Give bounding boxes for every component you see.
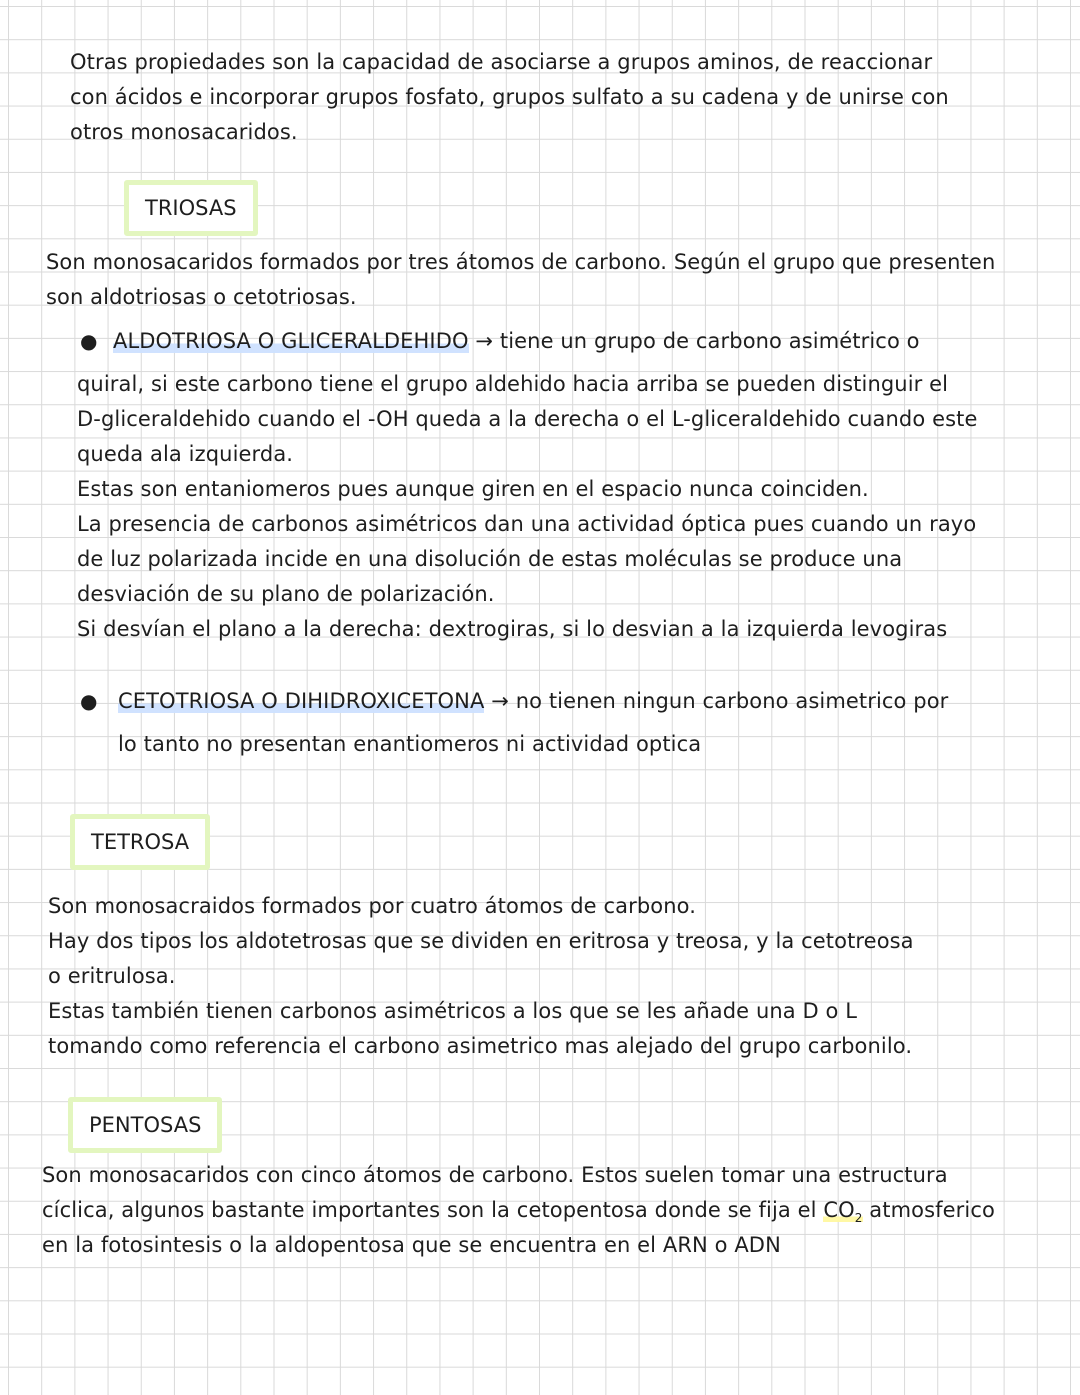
co2-formula (823, 1198, 863, 1226)
text-line: Estas también tienen carbonos asimétricos a los que se les añade una D o L (48, 999, 858, 1023)
co2-text: CO (823, 1198, 855, 1222)
section-heading-tetrosa: TETROSA (70, 814, 210, 870)
text-line: D-gliceraldehido cuando el -OH queda a la derecha o el L-gliceraldehido cuando este (77, 407, 978, 431)
text-line: Son monosacaridos con cinco átomos de carbono. Estos suelen tomar una estructura (42, 1163, 948, 1187)
cetotriosa-title: CETOTRIOSA O DIHIDROXICETONA (118, 689, 485, 713)
co2-line (42, 1193, 995, 1228)
co2-subscript: 2 (854, 1211, 863, 1226)
text-line: La presencia de carbonos asimétricos dan una actividad óptica pues cuando un rayo (77, 512, 977, 536)
text-line: o eritrulosa. (48, 964, 176, 988)
text-line: son aldotriosas o cetotriosas. (46, 285, 357, 309)
text-line: lo tanto no presentan enantiomeros ni actividad optica (118, 732, 702, 756)
text-line: en la fotosintesis o la aldopentosa que se encuentra en el ARN o ADN (42, 1233, 781, 1257)
cetotriosa-first-line (118, 684, 948, 727)
text-line: con ácidos e incorporar grupos fosfato, grupos sulfato a su cadena y de unirse con (70, 85, 949, 109)
cetotriosa-item (118, 684, 948, 762)
bullet-icon: ● (80, 689, 98, 713)
aldotriosa-first-line-text: tiene un grupo de carbono asimétrico o (499, 329, 920, 353)
text-line: Si desvían el plano a la derecha: dextrogiras, si lo desvian a la izquierda levogiras (77, 617, 948, 641)
text-line: queda ala izquierda. (77, 442, 294, 466)
intro-paragraph (70, 45, 949, 150)
text-fragment: atmosferico (862, 1198, 995, 1222)
text-line: Estas son entaniomeros pues aunque giren en el espacio nunca coinciden. (77, 477, 869, 501)
triosas-description (46, 245, 995, 315)
text-line: quiral, si este carbono tiene el grupo aldehido hacia arriba se pueden distinguir el (77, 372, 949, 396)
text-line: Son monosacaridos formados por tres átomos de carbono. Según el grupo que presenten (46, 250, 996, 274)
arrow-icon: → (475, 329, 494, 353)
arrow-icon: → (491, 689, 509, 713)
text-line: Otras propiedades son la capacidad de asociarse a grupos aminos, de reaccionar (70, 50, 933, 74)
aldotriosa-item (77, 324, 977, 647)
text-line: tomando como referencia el carbono asimetrico mas alejado del grupo carbonilo. (48, 1034, 913, 1058)
text-fragment: cíclica, algunos bastante importantes son la cetopentosa donde se fija el (42, 1198, 817, 1222)
aldotriosa-first-line (77, 324, 977, 367)
cetotriosa-first-line-text: no tienen ningun carbono asimetrico por (515, 689, 949, 713)
text-line: otros monosacaridos. (70, 120, 298, 144)
aldotriosa-title: ALDOTRIOSA O GLICERALDEHIDO (113, 329, 469, 353)
bullet-icon: ● (80, 329, 98, 353)
section-heading-triosas: TRIOSAS (124, 180, 258, 236)
tetrosa-paragraph (48, 889, 914, 1064)
section-heading-pentosas: PENTOSAS (68, 1097, 222, 1153)
pentosas-paragraph (42, 1158, 995, 1263)
text-line: Hay dos tipos los aldotetrosas que se dividen en eritrosa y treosa, y la cetotreosa (48, 929, 914, 953)
text-line: de luz polarizada incide en una disolución de estas moléculas se produce una (77, 547, 903, 571)
text-line: desviación de su plano de polarización. (77, 582, 495, 606)
text-line: Son monosacraidos formados por cuatro átomos de carbono. (48, 894, 696, 918)
